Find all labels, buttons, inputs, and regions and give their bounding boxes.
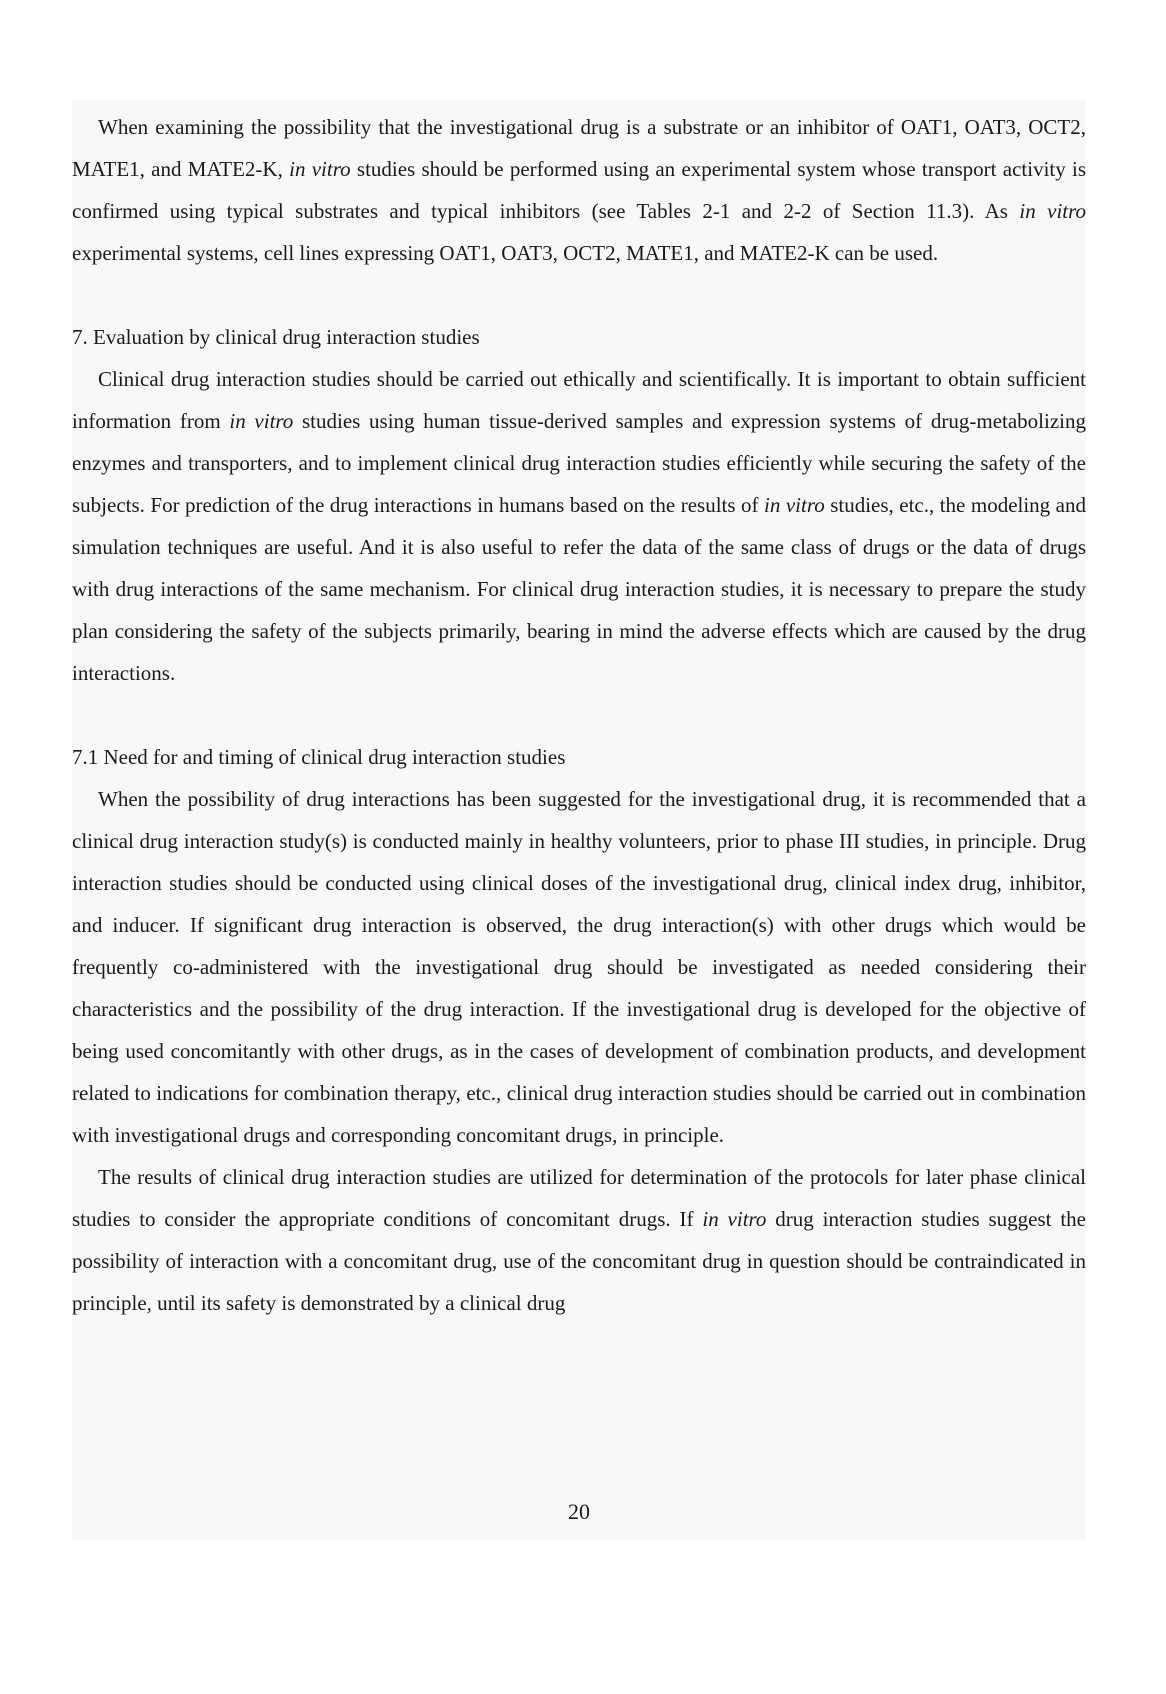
paragraph-need-timing: When the possibility of drug interactions has been suggested for the investigational drug, it is recommended that a clinical drug interaction study(s) is conducted mainly in healthy volunteers, prior to phase III studies, in principle. Drug interaction studies should be conducted using clinical doses of the investigational drug, clinical index drug, inhibitor, and inducer. If significant drug interaction is observed, the drug interaction(s) with other drugs which would be frequently co-administered with the investigational drug should be investigated as needed considering their characteristics and the possibility of the drug interaction. If the investigational drug is developed for the objective of being used concomitantly with other drugs, as in the cases of development of combination products, and development related to indications for combination therapy, etc., clinical drug interaction studies should be carried out in combination with investigational drugs and corresponding concomitant drugs, in principle. [72, 787, 1086, 1147]
text-segment: drug interaction studies suggest the possibility of interaction with a concomitant drug, use of the concomitant drug in question should be contraindicated in principle, until its safety is demonstrated by a clinical drug [72, 1207, 1087, 1315]
text-segment: The results of clinical drug interaction studies are utilized for determination of the protocols for later phase clinical studies to consider the appropriate conditions of concomitant drugs. If [72, 1165, 1086, 1231]
text-segment: studies using human tissue-derived samples and expression systems of drug-metabolizing enzymes and transporters, and to implement clinical drug interaction studies efficiently while securing the safety of the subjects. For prediction of the drug interactions in humans based on the results of [72, 409, 1086, 517]
page-number: 20 [568, 1499, 590, 1524]
text-segment: experimental systems, cell lines expressing OAT1, OAT3, OCT2, MATE1, and MATE2-K can be used. [72, 241, 939, 265]
section-heading-7-1: 7.1 Need for and timing of clinical drug interaction studies [72, 745, 566, 769]
paragraph-transporter-in-vitro [72, 106, 1086, 274]
italic-term: in vitro [764, 493, 825, 517]
italic-term: in vitro [1019, 199, 1086, 223]
page-content [72, 106, 1086, 1324]
text-segment: Clinical drug interaction studies should be carried out ethically and scientifically. It is important to obtain sufficient information from [72, 367, 1086, 433]
text-segment: studies should be performed using an experimental system whose transport activity is confirmed using typical substrates and typical inhibitors (see Tables 2-1 and 2-2 of Section 11.3). As [72, 157, 1087, 223]
document-page [72, 100, 1086, 1540]
paragraph-results-utilization [72, 1156, 1086, 1324]
spacer [72, 694, 1086, 736]
text-segment: When examining the possibility that the investigational drug is a substrate or an inhibitor of OAT1, OAT3, OCT2, MATE1, and MATE2-K, [72, 115, 1086, 181]
italic-term: in vitro [229, 409, 294, 433]
italic-term: in vitro [702, 1207, 767, 1231]
spacer [72, 274, 1086, 316]
paragraph-clinical-studies [72, 358, 1086, 694]
text-segment: studies, etc., the modeling and simulation techniques are useful. And it is also useful to refer the data of the same class of drugs or the data of drugs with drug interactions of the same mechanism. For clinical drug interaction studies, it is necessary to prepare the study plan considering the safety of the subjects primarily, bearing in mind the adverse effects which are caused by the drug interactions. [72, 493, 1086, 685]
section-heading-7: 7. Evaluation by clinical drug interaction studies [72, 325, 480, 349]
italic-term: in vitro [289, 157, 351, 181]
